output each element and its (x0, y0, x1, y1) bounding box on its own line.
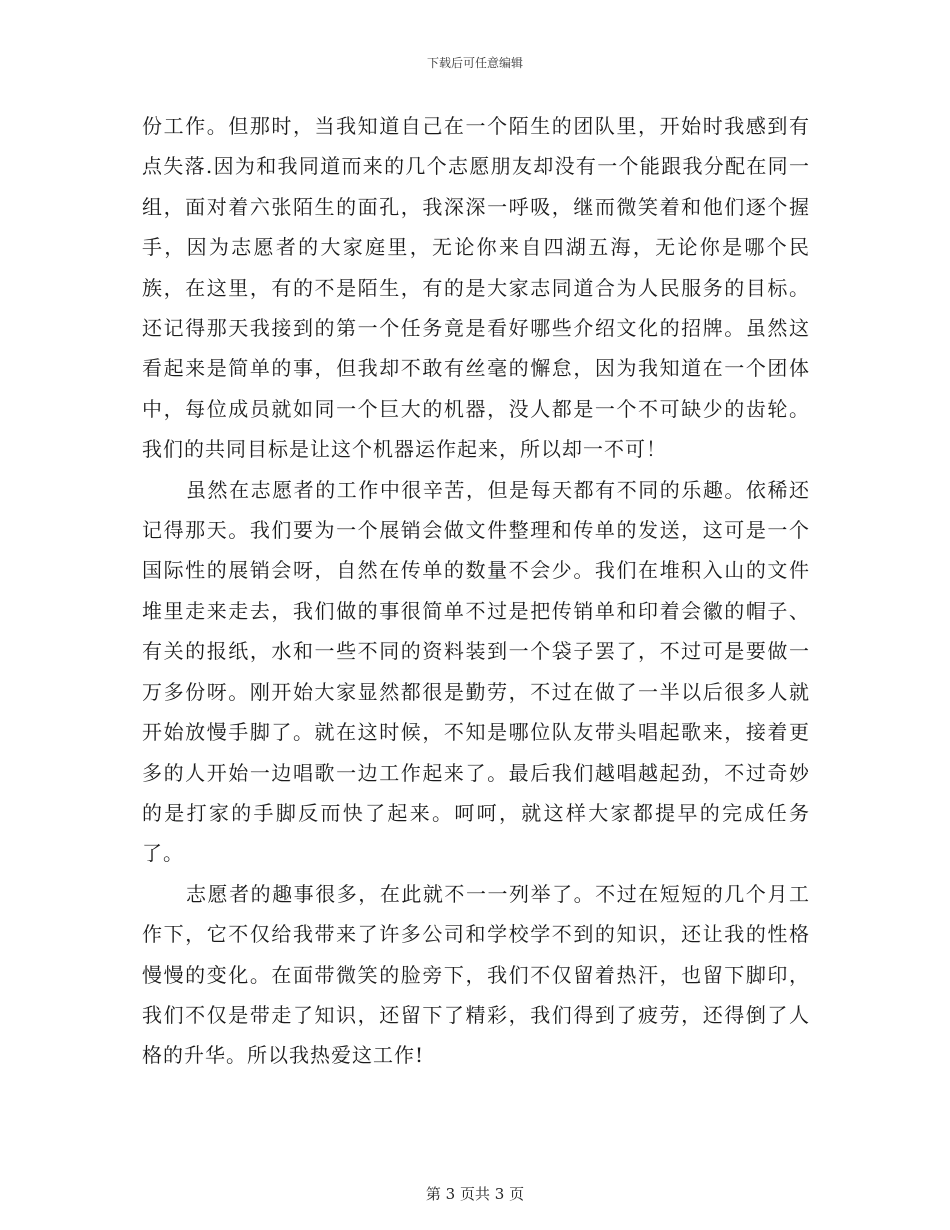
paragraph-3: 志愿者的趣事很多，在此就不一一列举了。不过在短短的几个月工作下，它不仅给我带来了许多公司和学校学不到的知识，还让我的性格慢慢的变化。在面带微笑的脸旁下，我们不仅留着热汗，也留下脚印，我们不仅是带走了知识，还留下了精彩，我们得到了疲劳，还得倒了人格的升华。所以我热爱这工作! (142, 881, 810, 1068)
page-header: 下载后可任意编辑 (426, 56, 523, 70)
document-body (142, 106, 810, 1076)
page-footer: 第 3 页共 3 页 (425, 1185, 525, 1203)
paragraph-1: 份工作。但那时，当我知道自己在一个陌生的团队里，开始时我感到有点失落.因为和我同道而来的几个志愿朋友却没有一个能跟我分配在同一组，面对着六张陌生的面孔，我深深一呼吸，继而微笑着和他们逐个握手，因为志愿者的大家庭里，无论你来自四湖五海，无论你是哪个民族，在这里，有的不是陌生，有的是大家志同道合为人民服务的目标。还记得那天我接到的第一个任务竟是看好哪些介绍文化的招牌。虽然这看起来是简单的事，但我却不敢有丝毫的懈怠，因为我知道在一个团体中，每位成员就如同一个巨大的机器，没人都是一个不可缺少的齿轮。我们的共同目标是让这个机器运作起来，所以却一不可！ (142, 114, 810, 462)
paragraph-2: 虽然在志愿者的工作中很辛苦，但是每天都有不同的乐趣。依稀还记得那天。我们要为一个展销会做文件整理和传单的发送，这可是一个国际性的展销会呀，自然在传单的数量不会少。我们在堆积入山的文件堆里走来走去，我们做的事很简单不过是把传销单和印着会徽的帽子、有关的报纸，水和一些不同的资料装到一个袋子罢了，不过可是要做一万多份呀。刚开始大家显然都很是勤劳，不过在做了一半以后很多人就开始放慢手脚了。就在这时候，不知是哪位队友带头唱起歌来，接着更多的人开始一边唱歌一边工作起来了。最后我们越唱越起劲，不过奇妙的是打家的手脚反而快了起来。呵呵，就这样大家都提早的完成任务了。 (142, 477, 810, 866)
